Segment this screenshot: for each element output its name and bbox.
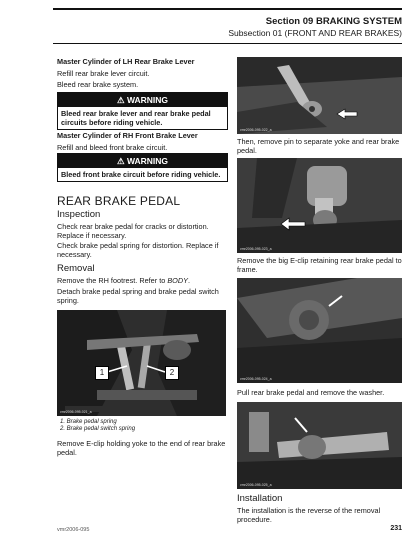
callout-1: 1 (95, 366, 109, 380)
lh-step-1: Refill rear brake lever circuit. (57, 69, 150, 78)
rh-step-1: Refill and bleed front brake circuit. (57, 143, 168, 152)
photo-code: vmr2006-095-025_a (240, 483, 272, 487)
photo-code: vmr2006-095-024_a (240, 377, 272, 381)
photo-installation (237, 402, 402, 489)
photo-code: vmr2006-095-023_a (240, 247, 272, 251)
warning-header (58, 93, 227, 107)
removal-text: Remove the RH footrest. Refer to (57, 276, 168, 285)
lh-master-cylinder-title: Master Cylinder of LH Rear Brake Lever (57, 57, 195, 66)
callout-2: 2 (165, 366, 179, 380)
warning-text-1: Bleed rear brake lever and rear brake pedal circuits before riding vehicle. (61, 109, 211, 127)
footer-code: vmr2006-095 (57, 527, 90, 533)
page-number: 231 (390, 525, 402, 532)
warning-box-2 (57, 153, 228, 182)
removal-text-end: . (188, 276, 191, 285)
legend-item-1: 1. Brake pedal spring (60, 419, 117, 425)
rear-brake-pedal-heading: REAR BRAKE PEDAL (57, 194, 181, 208)
warning-triangle-icon: ⚠ (116, 156, 125, 166)
photo-code: vmr2006-095-021_a (60, 410, 92, 414)
photo-rear-brake-pedal-washer (237, 278, 402, 383)
photo-big-e-clip (237, 158, 402, 253)
right-text-3: Pull rear brake pedal and remove the washer. (237, 388, 385, 397)
warning-text-2: Bleed front brake circuit before riding vehicle. (61, 170, 221, 179)
photo-brake-pedal-springs (57, 310, 226, 416)
section-title: Section 09 BRAKING SYSTEM (265, 16, 402, 27)
header-rule-bottom (53, 43, 402, 44)
inspection-heading: Inspection (57, 209, 101, 220)
lh-step-2: Bleed rear brake system. (57, 80, 139, 89)
installation-text: The installation is the reverse of the removal procedure. (237, 506, 381, 525)
warning-header (58, 154, 227, 168)
legend-item-2: 2. Brake pedal switch spring (60, 426, 136, 432)
removal-paragraph-1 (57, 276, 227, 285)
photo-code: vmr2006-095-022_a (240, 128, 272, 132)
installation-heading: Installation (237, 493, 283, 504)
removal-paragraph-3: Remove E-clip holding yoke to the end of rear brake pedal. (57, 439, 226, 458)
removal-heading: Removal (57, 263, 95, 274)
warning-triangle-icon: ⚠ (116, 95, 125, 105)
warning-box-1 (57, 92, 228, 130)
inspection-paragraph-2: Check brake pedal spring for distortion. Replace if necessary. (57, 241, 219, 260)
photo-yoke-pin (237, 57, 402, 134)
header-rule-top (53, 8, 402, 10)
inspection-paragraph-1: Check rear brake pedal for cracks or distortion. Replace if necessary. (57, 222, 209, 241)
warning-label: WARNING (126, 95, 169, 105)
removal-paragraph-2: Detach brake pedal spring and brake pedal switch spring. (57, 287, 219, 306)
body-reference: BODY (167, 276, 188, 285)
warning-label: WARNING (126, 156, 169, 166)
rh-master-cylinder-title: Master Cylinder of RH Front Brake Lever (57, 131, 198, 140)
right-text-2: Remove the big E-clip retaining rear brake pedal to frame. (237, 256, 402, 275)
subsection-title: Subsection 01 (FRONT AND REAR BRAKES) (228, 28, 402, 38)
right-text-1: Then, remove pin to separate yoke and rear brake pedal. (237, 137, 400, 156)
